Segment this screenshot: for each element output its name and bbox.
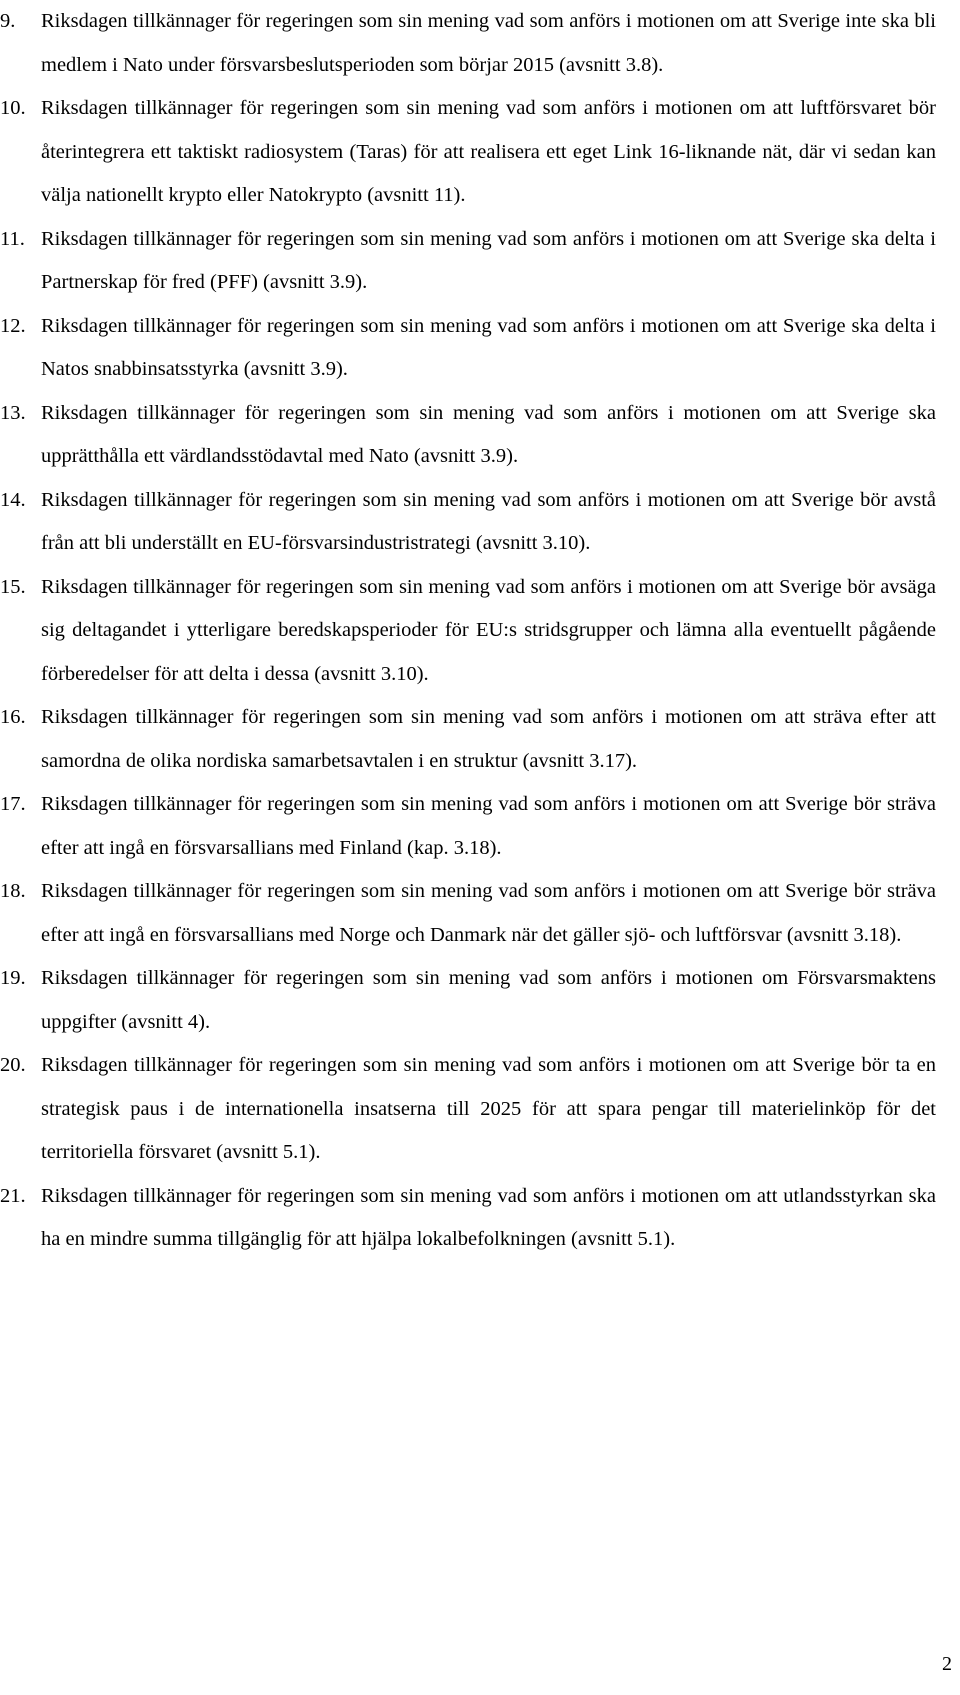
item-number: 15. (0, 575, 26, 598)
item-number: 19. (0, 967, 26, 989)
item-text: Riksdagen tillkännager för regeringen som sin mening vad som anförs i motionen om att Sverige ska delta i Partnerskap för fred (PFF) (avsnitt 3.9). (41, 227, 936, 293)
item-text: Riksdagen tillkännager för regeringen som sin mening vad som anförs i motionen om att Sverige bör avstå från att bli underställt en EU-försvarsindustristrategi (avsnitt 3.10). (41, 488, 936, 554)
item-number: 18. (0, 880, 26, 902)
list-item (0, 1044, 960, 1175)
item-number: 10. (0, 97, 26, 119)
item-text: Riksdagen tillkännager för regeringen som sin mening vad som anförs i motionen om att Sverige bör ta en strategisk paus i de internationella insatserna till 2025 för att spara pengar till materielinköp för det territoriella försvaret (avsnitt 5.1). (41, 1054, 936, 1163)
list-item (0, 957, 960, 1044)
list-item (0, 783, 960, 870)
item-text: Riksdagen tillkännager för regeringen som sin mening vad som anförs i motionen om att luftförsvaret bör återintegrera ett taktiskt radiosystem (Taras) för att realisera ett eget Link 16-liknande nät, där vi sedan kan välja nationellt krypto eller Natokrypto (avsnitt 11). (41, 97, 936, 206)
item-text: Riksdagen tillkännager för regeringen som sin mening vad som anförs i motionen om att Sverige bör sträva efter att ingå en försvarsallians med Finland (kap. 3.18). (41, 793, 936, 859)
item-number: 9. (0, 10, 16, 32)
item-text: Riksdagen tillkännager för regeringen som sin mening vad som anförs i motionen om att Sverige bör sträva efter att ingå en försvarsallians med Norge och Danmark när det gäller sjö- och luftförsvar (avsnitt 3.18). (41, 880, 936, 946)
item-number: 12. (0, 314, 26, 337)
list-item (0, 218, 960, 305)
list-item (0, 87, 960, 218)
item-number: 13. (0, 401, 26, 424)
list-item (0, 0, 960, 87)
list-item (0, 870, 960, 957)
item-number: 14. (0, 488, 26, 511)
list-item (0, 1175, 960, 1262)
item-number: 17. (0, 793, 26, 815)
list-item (0, 566, 960, 697)
item-text: Riksdagen tillkännager för regeringen som sin mening vad som anförs i motionen om att utlandsstyrkan ska ha en mindre summa tillgänglig för att hjälpa lokalbefolkningen (avsnitt 5.1). (41, 1184, 936, 1250)
item-number: 21. (0, 1184, 26, 1207)
item-text: Riksdagen tillkännager för regeringen som sin mening vad som anförs i motionen om att Sverige ska delta i Natos snabbinsatsstyrka (avsnitt 3.9). (41, 314, 936, 380)
list-item (0, 305, 960, 392)
item-number: 20. (0, 1054, 26, 1076)
item-text: Riksdagen tillkännager för regeringen som sin mening vad som anförs i motionen om att Sverige bör avsäga sig deltagandet i ytterligare beredskapsperioder för EU:s stridsgrupper och lämna alla eventuellt pågående förberedelser för att delta i dessa (avsnitt 3.10). (41, 575, 936, 685)
list-item (0, 696, 960, 783)
item-number: 16. (0, 706, 26, 728)
item-text: Riksdagen tillkännager för regeringen som sin mening vad som anförs i motionen om att Sverige inte ska bli medlem i Nato under försvarsbeslutsperioden som börjar 2015 (avsnitt 3.8). (41, 10, 936, 76)
list-item (0, 479, 960, 566)
item-text: Riksdagen tillkännager för regeringen som sin mening vad som anförs i motionen om att sträva efter att samordna de olika nordiska samarbetsavtalen i en struktur (avsnitt 3.17). (41, 706, 936, 772)
item-number: 11. (0, 227, 25, 250)
page-number: 2 (942, 1653, 952, 1675)
item-text: Riksdagen tillkännager för regeringen som sin mening vad som anförs i motionen om Försvarsmaktens uppgifter (avsnitt 4). (41, 967, 936, 1033)
list-item (0, 392, 960, 479)
item-text: Riksdagen tillkännager för regeringen som sin mening vad som anförs i motionen om att Sverige ska upprätthålla ett värdlandsstödavtal med Nato (avsnitt 3.9). (41, 401, 936, 467)
